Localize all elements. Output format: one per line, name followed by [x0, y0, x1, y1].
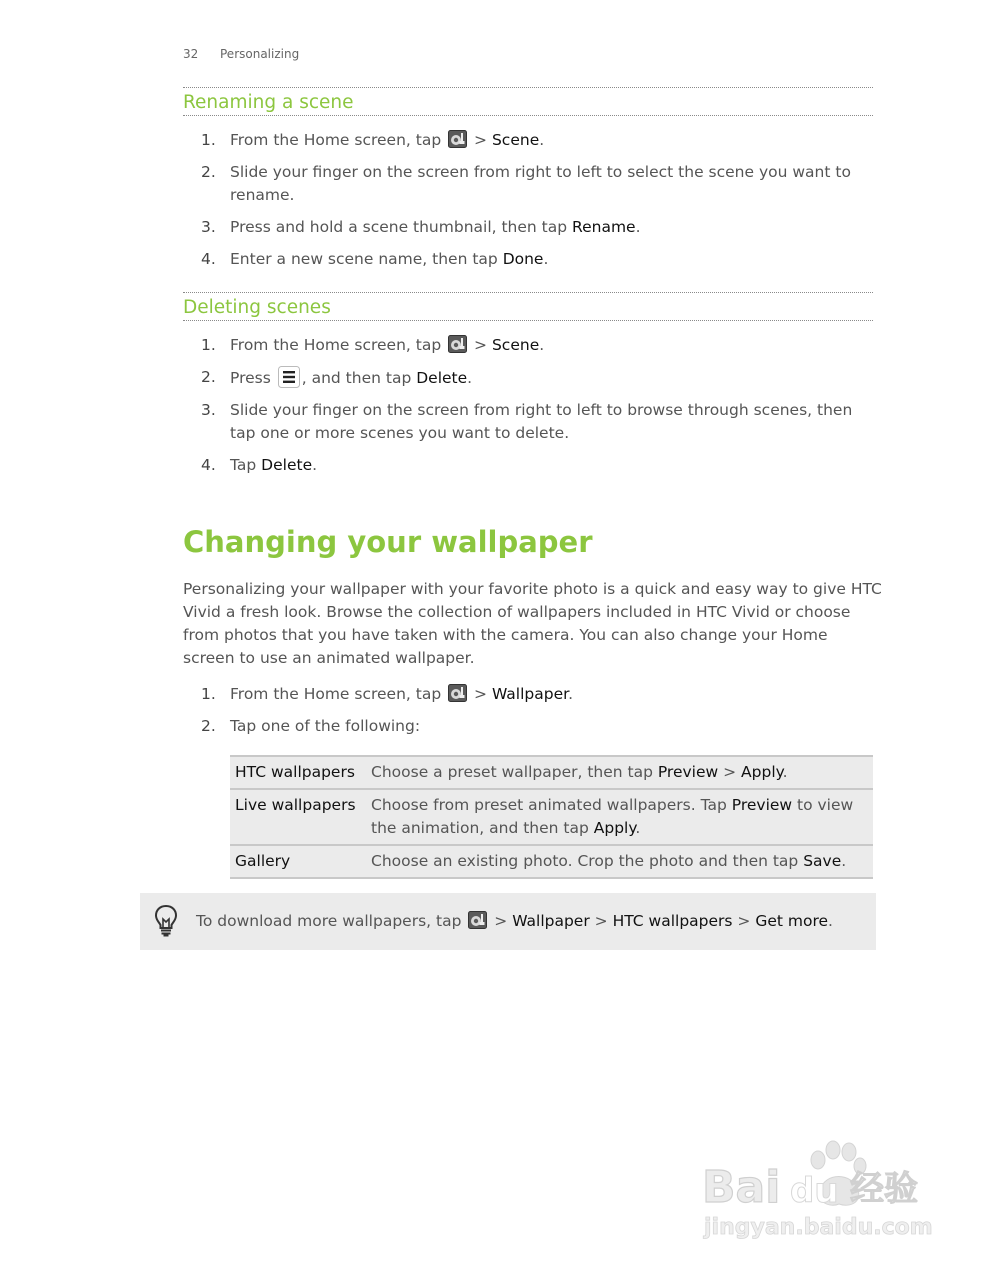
list-item: 2. Press , and then tap Delete. [201, 368, 473, 387]
page-number: 32 [183, 47, 199, 61]
list-item: 1. From the Home screen, tap > Wallpaper. [201, 685, 574, 703]
personalize-icon [468, 911, 487, 929]
deleting-steps [183, 334, 873, 486]
list-item: 2. Tap one of the following: [201, 717, 421, 735]
option-name: Gallery [230, 845, 366, 878]
personalize-icon [448, 335, 467, 353]
option-description: Choose an existing photo. Crop the photo and then tap Save. [366, 845, 873, 878]
svg-text:经验: 经验 [850, 1169, 918, 1209]
heading-rule-bottom [183, 320, 873, 321]
menu-icon [278, 366, 300, 388]
wallpaper-steps [183, 683, 873, 747]
deleting-heading: Deleting scenes [183, 297, 331, 318]
svg-text:jingyan.baidu.com: jingyan.baidu.com [704, 1215, 933, 1240]
heading-rule-top [183, 87, 873, 88]
option-name: Live wallpapers [230, 789, 366, 845]
option-description: Choose a preset wallpaper, then tap Preview > Apply. [366, 756, 873, 789]
heading-rule-bottom [183, 115, 873, 116]
svg-text:Bai: Bai [702, 1162, 781, 1213]
table-row [230, 845, 873, 878]
wallpaper-intro: Personalizing your wallpaper with your favorite photo is a quick and easy way to give HTC Vivid a fresh look. Browse the collection of wallpapers included in HTC Vivid or choose from photos that you have taken with the camera. You can also change your Home screen to use an animated wallpaper. [183, 580, 882, 667]
renaming-heading: Renaming a scene [183, 92, 354, 113]
tip-text: To download more wallpapers, tap > Wallpaper > HTC wallpapers > Get more. [196, 912, 833, 930]
table-row [230, 789, 873, 845]
list-item: 2. Slide your finger on the screen from right to left to select the scene you want to rename. [201, 163, 851, 204]
wallpaper-options-table [230, 755, 873, 879]
section-title: Personalizing [220, 47, 300, 61]
tip-box [140, 893, 876, 950]
heading-rule-top [183, 292, 873, 293]
list-item: 4. Tap Delete. [201, 456, 318, 474]
svg-text:du: du [790, 1171, 839, 1211]
list-item: 1. From the Home screen, tap > Scene. [201, 131, 545, 149]
baidu-watermark [700, 1130, 940, 1245]
wallpaper-title: Changing your wallpaper [183, 525, 593, 559]
list-item: 1. From the Home screen, tap > Scene. [201, 336, 545, 354]
table-row [230, 756, 873, 789]
personalize-icon [448, 130, 467, 148]
personalize-icon [448, 684, 467, 702]
renaming-steps [183, 129, 873, 280]
option-name: HTC wallpapers [230, 756, 366, 789]
lightbulb-icon [154, 904, 178, 938]
list-item: 3. Press and hold a scene thumbnail, then tap Rename. [201, 218, 641, 236]
option-description: Choose from preset animated wallpapers. Tap Preview to view the animation, and then tap Apply. [366, 789, 873, 845]
list-item: 3. Slide your finger on the screen from right to left to browse through scenes, then tap one or more scenes you want to delete. [201, 401, 853, 442]
list-item: 4. Enter a new scene name, then tap Done. [201, 250, 549, 268]
